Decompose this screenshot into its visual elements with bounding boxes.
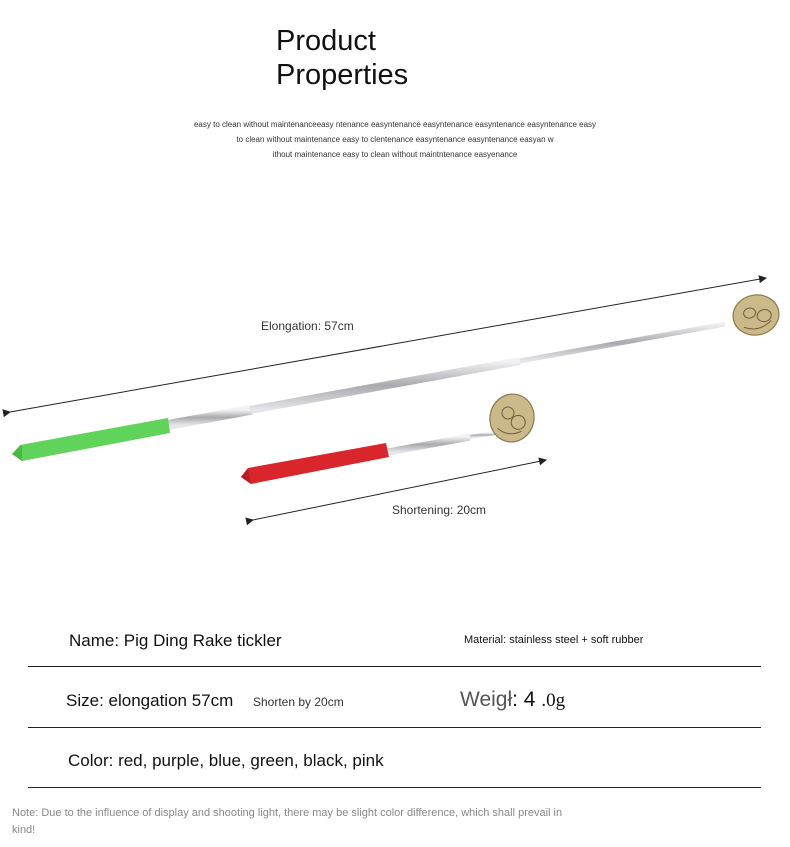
disclaimer-note: Note: Due to the influence of display and shooting light, there may be slight color difference, which shall prevail in kind! [12,807,563,836]
title-line-2: Properties [276,59,409,91]
weight-value: : 4 [512,688,536,711]
spec-color: Color: red, purple, blue, green, black, pink [68,751,384,770]
row-divider-2 [28,727,761,728]
spec-size: Size: elongation 57cm [66,691,234,710]
product-drawing [0,255,790,530]
red-handle [241,443,389,484]
elongation-label: Elongation: 57cm [261,319,354,333]
extended-rod-mid [250,361,520,410]
product-illustration [0,255,790,530]
extended-brass-head [730,291,782,338]
extended-tickler [12,291,782,461]
spec-name: Name: Pig Ding Rake tickler [69,631,282,650]
retracted-brass-head [485,390,538,446]
subtext-block [150,117,640,162]
green-handle-tip [12,445,22,461]
elongation-arrow [10,278,766,412]
row-divider-3 [28,787,761,788]
subtext-line-2: to clean without maintenance easy to clentenance easyntenance easyntenance easyan w [236,135,554,144]
spec-material: Material: stainless steel + soft rubber [464,634,644,646]
green-handle [12,418,170,461]
title-line-1: Product [276,25,376,57]
row-divider-1 [28,666,761,667]
retracted-rod-thin [470,433,495,437]
shortening-label: Shortening: 20cm [392,503,487,517]
spec-size-short: Shorten by 20cm [253,695,344,709]
extended-rod-thick [168,410,250,425]
page-title [276,24,408,92]
subtext-line-3: ithout maintenance easy to clean without maintntenance easyenance [272,150,518,159]
subtext-line-1: easy to clean without maintenanceeasy ntenance easyntenance easyntenance easyntenance easyntenance easy [193,120,597,129]
retracted-rod-thick [388,437,470,452]
weight-unit: .0g [541,690,566,711]
extended-rod-thin [520,324,725,361]
spec-weight [460,688,565,712]
weight-prefix: Weigł [460,688,513,711]
